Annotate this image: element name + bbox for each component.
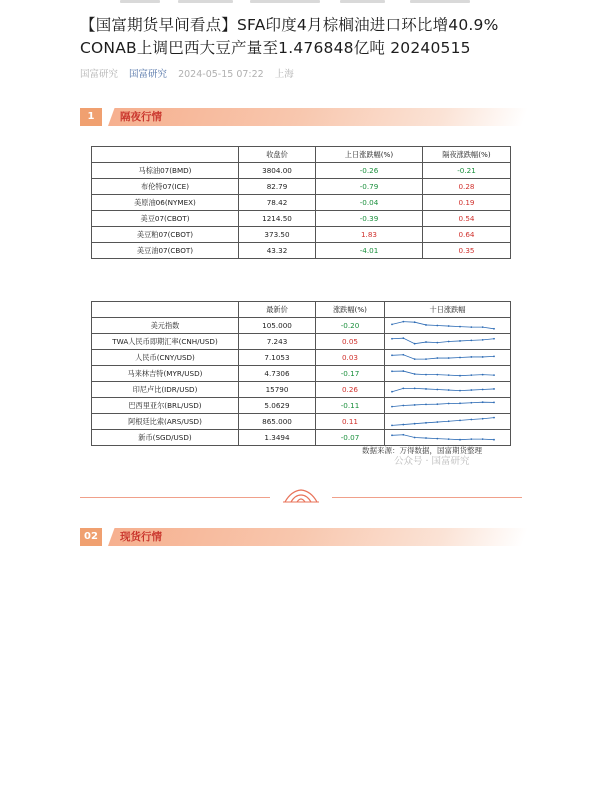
latest-price: 5.0629 xyxy=(239,398,316,414)
currency-name: 阿根廷比索(ARS/USD) xyxy=(92,414,239,430)
sparkline-point xyxy=(482,418,484,420)
publish-datetime: 2024-05-15 07:22 xyxy=(178,69,264,80)
overnight-change: 0.35 xyxy=(423,243,511,259)
change-pct: -0.17 xyxy=(316,366,385,382)
sparkline-point xyxy=(493,356,495,358)
section-title: 隔夜行情 xyxy=(120,111,162,123)
sparkline-point xyxy=(448,374,450,376)
change-pct: -0.20 xyxy=(316,318,385,334)
sparkline-point xyxy=(493,374,495,376)
currency-name: 印尼卢比(IDR/USD) xyxy=(92,382,239,398)
sparkline-point xyxy=(391,354,393,356)
prev-change: -0.79 xyxy=(316,179,423,195)
sparkline-point xyxy=(482,438,484,440)
table-row xyxy=(92,382,511,398)
latest-price: 105.000 xyxy=(239,318,316,334)
currency-name: 美元指数 xyxy=(92,318,239,334)
sparkline-point xyxy=(459,420,461,422)
cloud-ornament-icon xyxy=(281,485,321,505)
sparkline-point xyxy=(482,339,484,341)
sparkline-point xyxy=(402,321,404,323)
sparkline-point xyxy=(470,419,472,421)
sparkline-line xyxy=(392,338,494,344)
table-header-cell xyxy=(92,147,239,163)
sparkline-point xyxy=(482,401,484,403)
sparkline-point xyxy=(459,439,461,441)
section-number: 02 xyxy=(80,528,102,546)
sparkline-point xyxy=(425,422,427,424)
sparkline-chart xyxy=(388,318,498,333)
overnight-change: -0.21 xyxy=(423,163,511,179)
instrument-name: 马棕油07(BMD) xyxy=(92,163,239,179)
table-header-row xyxy=(92,147,511,163)
latest-price: 7.243 xyxy=(239,334,316,350)
table-row xyxy=(92,398,511,414)
sparkline-chart xyxy=(388,430,498,445)
sparkline-point xyxy=(493,417,495,419)
instrument-name: 美豆油07(CBOT) xyxy=(92,243,239,259)
table-header-cell xyxy=(92,302,239,318)
overnight-change: 0.19 xyxy=(423,195,511,211)
currency-name: 马来林吉特(MYR/USD) xyxy=(92,366,239,382)
change-pct: 0.11 xyxy=(316,414,385,430)
sparkline-point xyxy=(470,389,472,391)
overnight-change: 0.54 xyxy=(423,211,511,227)
section-header-spot xyxy=(80,528,522,546)
sparkline-point xyxy=(425,374,427,376)
sparkline-point xyxy=(391,391,393,393)
section-header-overnight xyxy=(80,108,522,126)
close-price: 3804.00 xyxy=(239,163,316,179)
sparkline-point xyxy=(414,343,416,345)
sparkline-point xyxy=(470,402,472,404)
sparkline-point xyxy=(391,424,393,426)
sparkline-point xyxy=(448,325,450,327)
currency-name: 巴西里亚尔(BRL/USD) xyxy=(92,398,239,414)
overnight-change: 0.28 xyxy=(423,179,511,195)
sparkline-point xyxy=(436,357,438,359)
close-price: 1214.50 xyxy=(239,211,316,227)
table-row xyxy=(92,430,511,446)
close-price: 82.79 xyxy=(239,179,316,195)
sparkline-point xyxy=(493,439,495,441)
table-row xyxy=(92,163,511,179)
section-title: 现货行情 xyxy=(120,531,162,543)
sparkline-point xyxy=(448,389,450,391)
sparkline-point xyxy=(459,375,461,377)
sparkline-point xyxy=(391,324,393,326)
prev-change: -4.01 xyxy=(316,243,423,259)
currency-table xyxy=(91,301,511,446)
author-name: 国富研究 xyxy=(80,69,119,80)
sparkline-chart xyxy=(388,350,498,365)
sparkline-point xyxy=(402,388,404,390)
currency-name: TWA人民币即期汇率(CNH/USD) xyxy=(92,334,239,350)
table-row xyxy=(92,243,511,259)
ten-day-sparkline xyxy=(385,366,511,382)
wechat-watermark: 公众号 · 国富研究 xyxy=(394,456,470,467)
prev-change: -0.26 xyxy=(316,163,423,179)
ten-day-sparkline xyxy=(385,398,511,414)
sparkline-point xyxy=(493,328,495,330)
sparkline-line xyxy=(392,435,494,440)
close-price: 78.42 xyxy=(239,195,316,211)
table-row xyxy=(92,227,511,243)
sparkline-point xyxy=(448,438,450,440)
sparkline-chart xyxy=(388,366,498,381)
sparkline-point xyxy=(425,358,427,360)
sparkline-point xyxy=(391,434,393,436)
sparkline-point xyxy=(436,374,438,376)
sparkline-point xyxy=(436,403,438,405)
sparkline-point xyxy=(493,338,495,340)
table-header-cell: 最新价 xyxy=(239,302,316,318)
table-row xyxy=(92,318,511,334)
table-row xyxy=(92,414,511,430)
table-header-cell: 隔夜涨跌幅(%) xyxy=(423,147,511,163)
ornament-divider xyxy=(80,485,522,505)
ten-day-sparkline xyxy=(385,350,511,366)
ten-day-sparkline xyxy=(385,414,511,430)
sparkline-point xyxy=(482,374,484,376)
currency-name: 新币(SGD/USD) xyxy=(92,430,239,446)
latest-price: 15790 xyxy=(239,382,316,398)
sparkline-point xyxy=(414,404,416,406)
sparkline-point xyxy=(402,370,404,372)
sparkline-chart xyxy=(388,414,498,429)
sparkline-point xyxy=(425,388,427,390)
sparkline-point xyxy=(414,321,416,323)
sparkline-point xyxy=(402,354,404,356)
sparkline-point xyxy=(425,437,427,439)
sparkline-point xyxy=(425,341,427,343)
section-number: 1 xyxy=(80,108,102,126)
sparkline-point xyxy=(414,358,416,360)
sparkline-point xyxy=(470,326,472,328)
close-price: 43.32 xyxy=(239,243,316,259)
sparkline-point xyxy=(436,389,438,391)
instrument-name: 美豆07(CBOT) xyxy=(92,211,239,227)
sparkline-point xyxy=(493,402,495,404)
table-header-row xyxy=(92,302,511,318)
sparkline-point xyxy=(470,374,472,376)
sparkline-line xyxy=(392,388,494,391)
sparkline-point xyxy=(436,342,438,344)
sparkline-point xyxy=(436,325,438,327)
sparkline-point xyxy=(414,437,416,439)
overnight-change: 0.64 xyxy=(423,227,511,243)
sparkline-line xyxy=(392,322,494,329)
table-header-cell: 收盘价 xyxy=(239,147,316,163)
table-row xyxy=(92,334,511,350)
sparkline-point xyxy=(470,340,472,342)
latest-price: 865.000 xyxy=(239,414,316,430)
publish-location: 上海 xyxy=(274,69,294,80)
currency-name: 人民币(CNY/USD) xyxy=(92,350,239,366)
latest-price: 1.3494 xyxy=(239,430,316,446)
change-pct: -0.11 xyxy=(316,398,385,414)
latest-price: 7.1053 xyxy=(239,350,316,366)
sparkline-line xyxy=(392,355,494,359)
sparkline-point xyxy=(470,438,472,440)
instrument-name: 布伦特07(ICE) xyxy=(92,179,239,195)
change-pct: 0.03 xyxy=(316,350,385,366)
sparkline-point xyxy=(402,405,404,407)
article-meta xyxy=(80,66,302,80)
sparkline-point xyxy=(493,388,495,390)
change-pct: 0.05 xyxy=(316,334,385,350)
table-header-cell: 上日涨跌幅(%) xyxy=(316,147,423,163)
sparkline-point xyxy=(402,434,404,436)
account-link[interactable]: 国富研究 xyxy=(129,69,168,80)
prev-change: -0.04 xyxy=(316,195,423,211)
sparkline-chart xyxy=(388,382,498,397)
sparkline-point xyxy=(402,424,404,426)
sparkline-chart xyxy=(388,398,498,413)
prev-change: -0.39 xyxy=(316,211,423,227)
overnight-market-table xyxy=(91,146,511,259)
sparkline-point xyxy=(459,402,461,404)
sparkline-chart xyxy=(388,334,498,349)
sparkline-point xyxy=(391,338,393,340)
sparkline-point xyxy=(448,403,450,405)
table-row xyxy=(92,179,511,195)
sparkline-line xyxy=(392,402,494,406)
sparkline-point xyxy=(425,324,427,326)
sparkline-point xyxy=(459,357,461,359)
ten-day-sparkline xyxy=(385,382,511,398)
table-row xyxy=(92,195,511,211)
sparkline-point xyxy=(482,326,484,328)
article-title: 【国富期货早间看点】SFA印度4月棕榈油进口环比增40.9% CONAB上调巴西大豆产量至1.476848亿吨 20240515 xyxy=(80,16,499,57)
sparkline-line xyxy=(392,371,494,376)
sparkline-point xyxy=(459,326,461,328)
latest-price: 4.7306 xyxy=(239,366,316,382)
close-price: 373.50 xyxy=(239,227,316,243)
ten-day-sparkline xyxy=(385,318,511,334)
data-source-note: 数据来源：万得数据，国富期货整理 xyxy=(362,446,482,455)
sparkline-point xyxy=(414,373,416,375)
sparkline-point xyxy=(436,421,438,423)
sparkline-point xyxy=(459,340,461,342)
table-row xyxy=(92,366,511,382)
change-pct: -0.07 xyxy=(316,430,385,446)
sparkline-point xyxy=(414,388,416,390)
sparkline-point xyxy=(391,406,393,408)
table-header-cell: 涨跌幅(%) xyxy=(316,302,385,318)
sparkline-point xyxy=(459,390,461,392)
ten-day-sparkline xyxy=(385,430,511,446)
sparkline-point xyxy=(425,404,427,406)
sparkline-point xyxy=(448,341,450,343)
table-header-cell: 十日涨跌幅 xyxy=(385,302,511,318)
sparkline-point xyxy=(402,337,404,339)
table-row xyxy=(92,350,511,366)
sparkline-point xyxy=(391,370,393,372)
change-pct: 0.26 xyxy=(316,382,385,398)
sparkline-point xyxy=(414,423,416,425)
sparkline-point xyxy=(482,356,484,358)
sparkline-point xyxy=(482,389,484,391)
ten-day-sparkline xyxy=(385,334,511,350)
table-row xyxy=(92,211,511,227)
top-scroll-fragment xyxy=(0,0,600,6)
instrument-name: 美豆粕07(CBOT) xyxy=(92,227,239,243)
instrument-name: 美原油06(NYMEX) xyxy=(92,195,239,211)
sparkline-point xyxy=(470,356,472,358)
sparkline-point xyxy=(436,438,438,440)
sparkline-point xyxy=(448,357,450,359)
sparkline-line xyxy=(392,418,494,426)
sparkline-point xyxy=(448,420,450,422)
prev-change: 1.83 xyxy=(316,227,423,243)
